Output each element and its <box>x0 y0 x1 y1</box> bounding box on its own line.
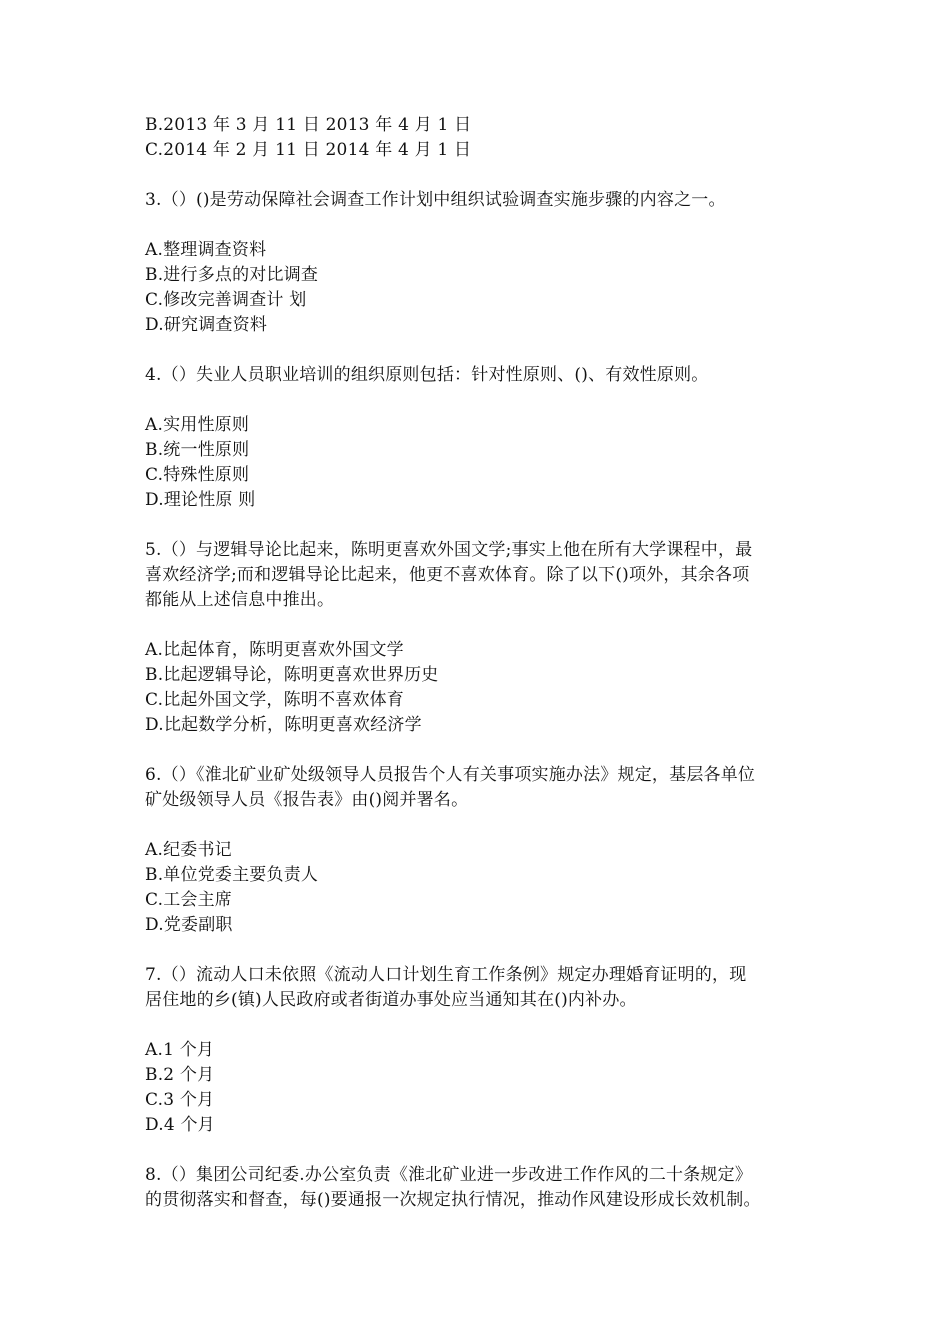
question-text <box>145 538 815 613</box>
option-line: D.理论性原 则 <box>145 490 256 510</box>
question-line: 居住地的乡(镇)人民政府或者街道办事处应当通知其在()内补办。 <box>145 990 637 1010</box>
option-line: B.统一性原则 <box>145 440 250 460</box>
leading-options <box>145 113 815 163</box>
option-line: B.2013 年 3 月 11 日 2013 年 4 月 1 日 <box>145 115 472 135</box>
option-line: D.4 个月 <box>145 1115 215 1135</box>
option-line: B.比起逻辑导论，陈明更喜欢世界历史 <box>145 665 439 685</box>
option-line: C.2014 年 2 月 11 日 2014 年 4 月 1 日 <box>145 140 472 160</box>
option-line: A.比起体育，陈明更喜欢外国文学 <box>145 640 404 660</box>
question-text <box>145 1163 815 1213</box>
question-line: 6.（）《淮北矿业矿处级领导人员报告个人有关事项实施办法》规定，基层各单位 <box>145 765 756 785</box>
question-line: 的贯彻落实和督查，每()要通报一次规定执行情况，推动作风建设形成长效机制。 <box>145 1190 761 1210</box>
question-line: 都能从上述信息中推出。 <box>145 590 335 610</box>
question-line: 4.（）失业人员职业培训的组织原则包括：针对性原则、()、有效性原则。 <box>145 365 709 385</box>
option-line: B.单位党委主要负责人 <box>145 865 319 885</box>
question-5 <box>145 538 815 738</box>
option-line: A.实用性原则 <box>145 415 250 435</box>
question-text <box>145 363 815 388</box>
question-text <box>145 963 815 1013</box>
option-line: C.比起外国文学，陈明不喜欢体育 <box>145 690 405 710</box>
option-list <box>145 413 815 513</box>
option-line: A.纪委书记 <box>145 840 232 860</box>
question-line: 3.（）()是劳动保障社会调查工作计划中组织试验调查实施步骤的内容之一。 <box>145 190 726 210</box>
document-page <box>145 113 815 1213</box>
option-line: C.3 个月 <box>145 1090 215 1110</box>
option-line: D.比起数学分析，陈明更喜欢经济学 <box>145 715 422 735</box>
option-line: B.2 个月 <box>145 1065 215 1085</box>
question-6 <box>145 763 815 938</box>
option-line: A.整理调查资料 <box>145 240 267 260</box>
option-list <box>145 638 815 738</box>
question-line: 5.（）与逻辑导论比起来，陈明更喜欢外国文学;事实上他在所有大学课程中，最 <box>145 540 753 560</box>
question-line: 8.（）集团公司纪委.办公室负责《淮北矿业进一步改进工作作风的二十条规定》 <box>145 1165 753 1185</box>
question-4 <box>145 363 815 513</box>
option-line: C.修改完善调查计 划 <box>145 290 307 310</box>
option-line: A.1 个月 <box>145 1040 215 1060</box>
question-8 <box>145 1163 815 1213</box>
option-line: B.进行多点的对比调查 <box>145 265 319 285</box>
question-text <box>145 188 815 213</box>
question-line: 7.（）流动人口未依照《流动人口计划生育工作条例》规定办理婚育证明的，现 <box>145 965 747 985</box>
option-list <box>145 838 815 938</box>
option-line: C.工会主席 <box>145 890 233 910</box>
option-list <box>145 238 815 338</box>
option-line: D.研究调查资料 <box>145 315 268 335</box>
option-list <box>145 1038 815 1138</box>
question-7 <box>145 963 815 1138</box>
question-3 <box>145 188 815 338</box>
option-line: C.特殊性原则 <box>145 465 250 485</box>
question-text <box>145 763 815 813</box>
option-line: D.党委副职 <box>145 915 233 935</box>
question-line: 喜欢经济学;而和逻辑导论比起来，他更不喜欢体育。除了以下()项外，其余各项 <box>145 565 750 585</box>
question-line: 矿处级领导人员《报告表》由()阅并署名。 <box>145 790 469 810</box>
